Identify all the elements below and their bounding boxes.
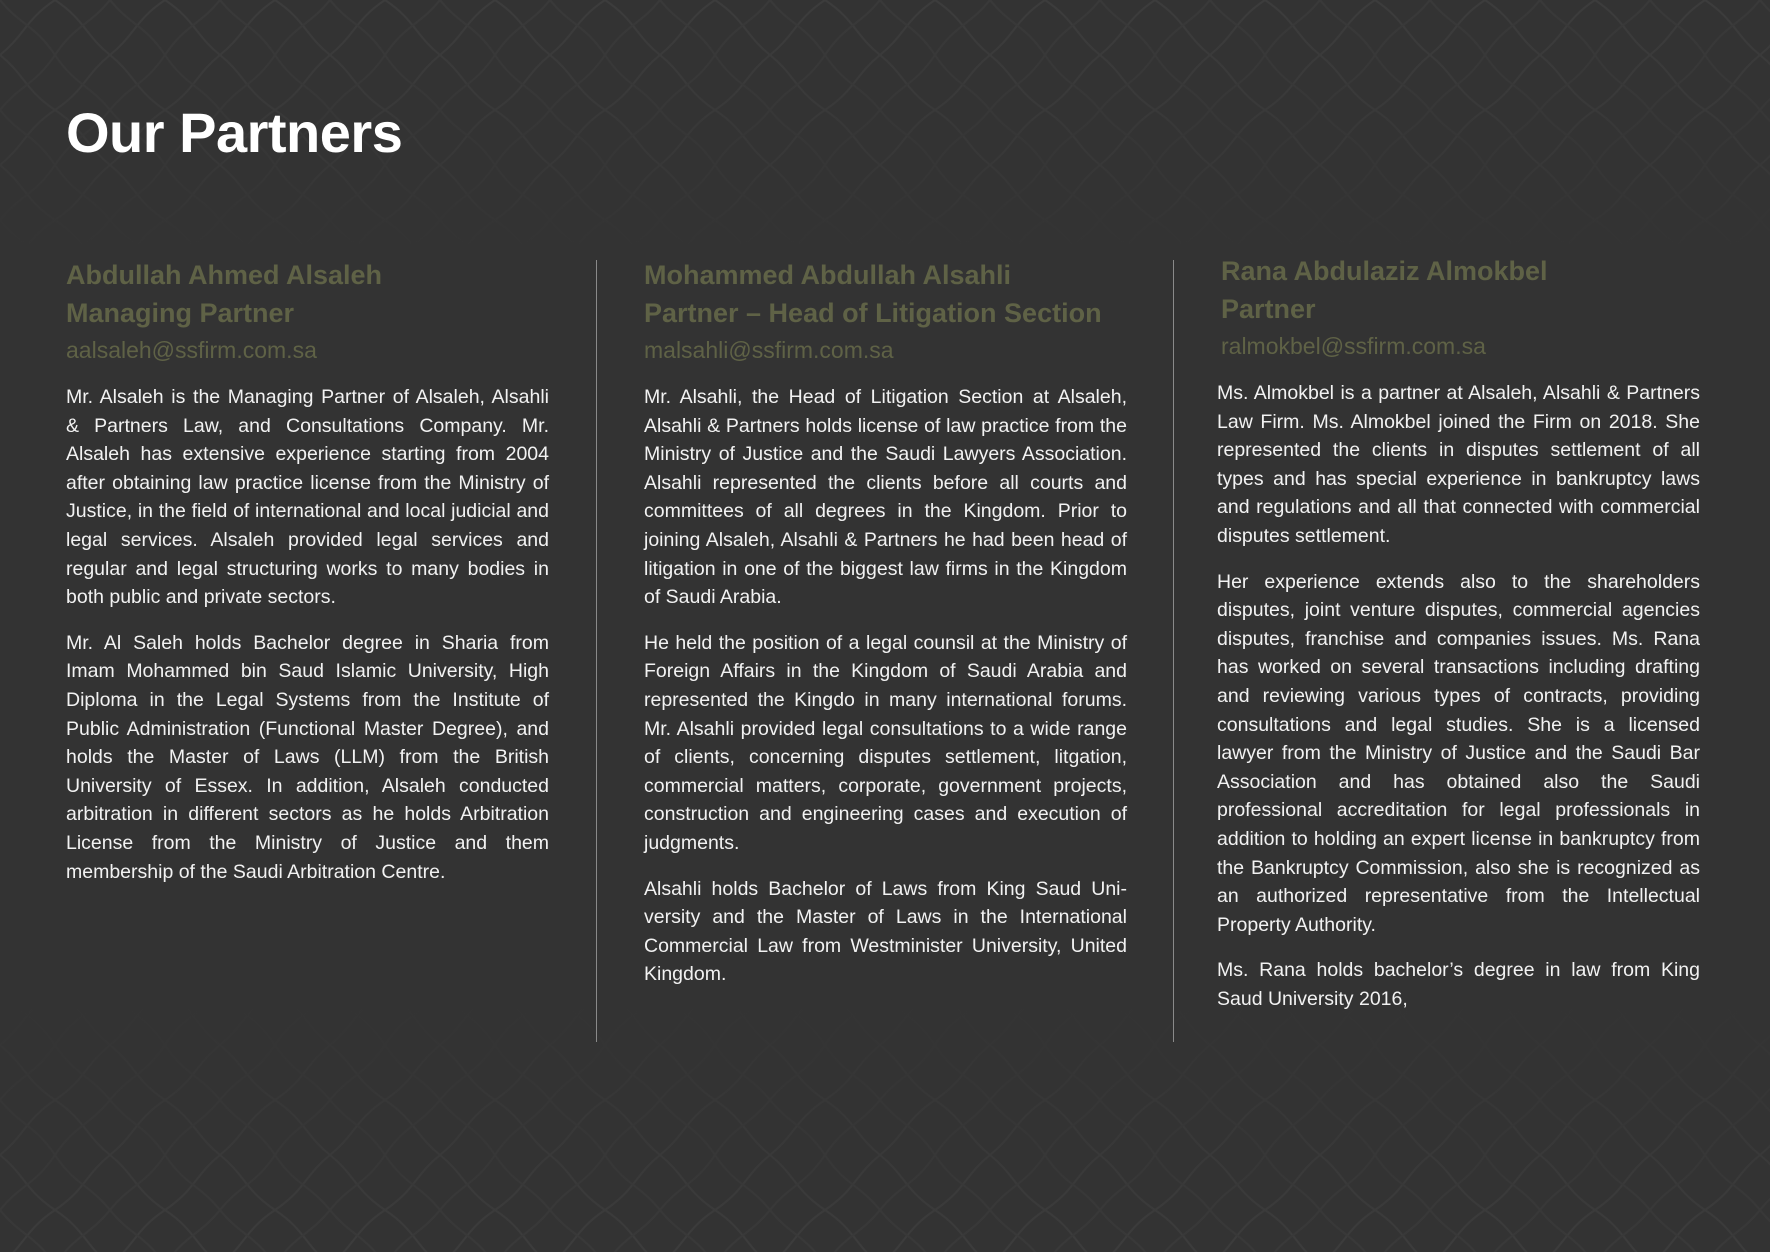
partner-email-link[interactable]: aalsaleh@ssfirm.com.sa — [66, 337, 317, 363]
partner-card-alsahli — [644, 256, 1127, 1006]
partner-card-alsaleh — [66, 256, 549, 903]
partner-bio — [644, 383, 1127, 989]
partner-role: Managing Partner — [66, 298, 295, 328]
partner-email-link[interactable]: ralmokbel@ssfirm.com.sa — [1221, 333, 1486, 359]
bio-paragraph: Her experience extends also to the shareholders disputes, joint venture disputes, commercial agencies disputes, franchise and companies issues. Ms. Rana has worked on several transactions including drafting and reviewing various types of contracts, providing consultations and legal studies. She is a licensed lawyer from the Ministry of Justice and the Saudi Bar Association and has obtained also the Saudi professional accreditation for legal professionals in addition to holding an expert license in bankruptcy from the Bankruptcy Commission, also she is recognized as an authorized representative from the Intellectual Property Authority. — [1217, 570, 1700, 936]
partner-card-almokbel — [1217, 252, 1700, 1030]
column-divider — [596, 260, 597, 1042]
partner-role: Partner — [1221, 294, 1316, 324]
partner-name: Abdullah Ahmed Alsaleh — [66, 260, 383, 290]
partner-email-link[interactable]: malsahli@ssfirm.com.sa — [644, 337, 894, 363]
bio-paragraph: Ms. Almokbel is a partner at Alsaleh, Alsahli & Partners Law Firm. Ms. Almokbel joined the Firm on 2018. She represented the clients in disputes settlement of all types and has special experience in bankruptcy laws and regulations and all that connected with commercial disputes settlement. — [1217, 382, 1700, 547]
bio-paragraph: He held the position of a legal counsil at the Ministry of Foreign Affairs in the Kingdom of Saudi Arabia and represented the Kingdo in many international forums. Mr. Alsahli provided legal consultations to a wide range of clients, concerning disputes settlement, litgation, commercial matters, corporate, government projects, construction and engineering cases and execution of judgments. — [644, 631, 1127, 854]
bio-paragraph: Mr. Alsahli, the Head of Litigation Section at Alsaleh, Alsahli & Partners holds license of law practice from the Ministry of Justice and the Saudi Lawyers Association. Alsahli represented the clients before all courts and committees of all degrees in the Kingdom. Prior to joining Alsaleh, Alsahli & Partners he had been head of litigation in one of the biggest law firms in the Kingdom of Saudi Arabia. — [644, 386, 1127, 609]
bio-paragraph: Alsahli holds Bachelor of Laws from King Saud University and the Master of Laws in the International Commercial Law from Westminister University, United Kingdom. — [644, 877, 1127, 986]
partner-role: Partner – Head of Litigation Section — [644, 298, 1102, 328]
partner-bio — [66, 383, 549, 886]
partner-name: Mohammed Abdullah Alsahli — [644, 260, 1012, 290]
bio-paragraph: Mr. Al Saleh holds Bachelor degree in Sharia from Imam Mohammed bin Saud Islamic University, High Diploma in the Legal Systems from the Institute of Public Administration (Functional Master Degree), and holds the Master of Laws (LLM) from the British University of Essex. In addition, Alsaleh conducted arbitration in different sectors as he holds Arbitration License from the Ministry of Justice and them membership of the Saudi Arbitration Centre. — [66, 631, 549, 883]
page-title: Our Partners — [66, 101, 403, 164]
bio-paragraph: Ms. Rana holds bachelor’s degree in law from King Saud University 2016, — [1217, 959, 1700, 1010]
bio-paragraph: Mr. Alsaleh is the Managing Partner of Alsaleh, Alsahli & Partners Law, and Consultations Company. Mr. Alsaleh has extensive experience starting from 2004 after obtaining law practice license from the Ministry of Justice, in the field of international and local judicial and legal services. Alsaleh provided legal services and regular and legal structuring works to many bodies in both public and private sectors. — [66, 386, 549, 609]
partner-name: Rana Abdulaziz Almokbel — [1221, 256, 1548, 286]
partner-bio — [1217, 379, 1700, 1013]
column-divider — [1173, 260, 1174, 1042]
